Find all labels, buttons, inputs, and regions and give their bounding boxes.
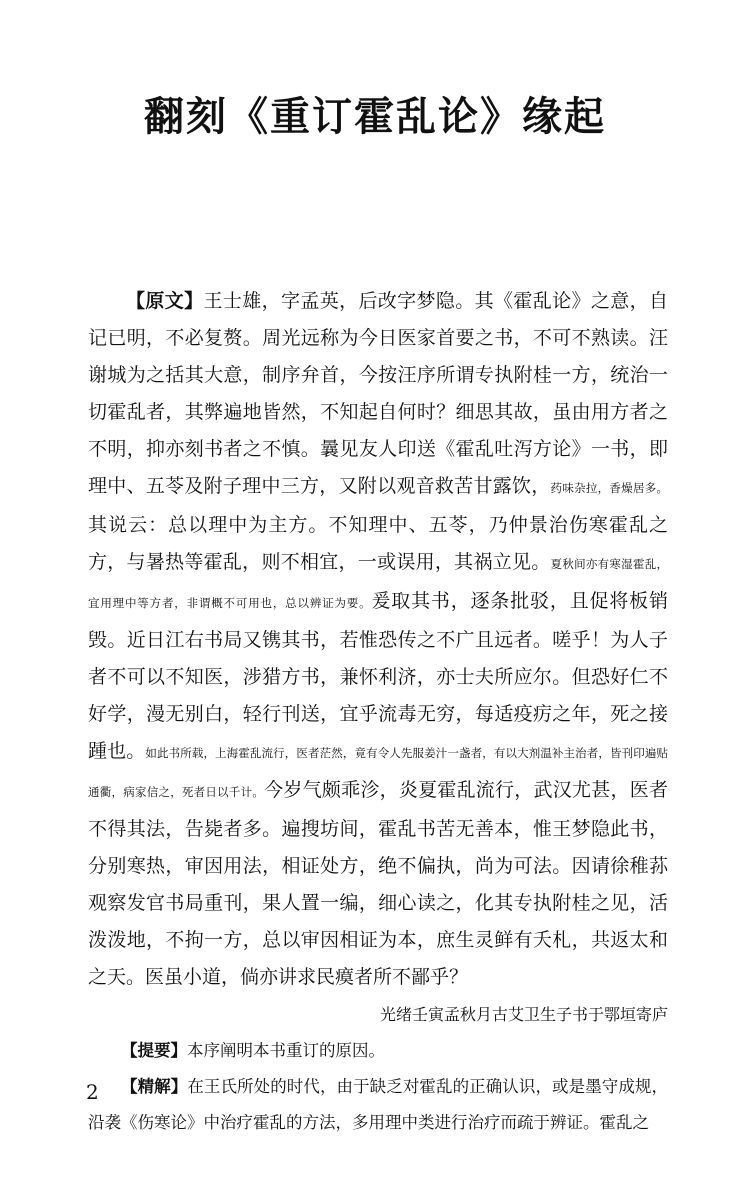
summary-label: 【提要】	[121, 1041, 187, 1060]
original-text-part-4: 今岁气颇乖沴，炎夏霍乱流行，武汉尤甚，医者不得其法，告毙者多。遍搜坊间，霍乱书苦无善本，惟王梦隐此书，分别寒热，审因用法，相证处方，绝不偏执，尚为可法。因请徐稚荪观察发官书局重刊，果人置一编，细心读之，化其专执附桂之见，活泼泼地，不拘一方，总以审因相证为本，庶生灵鲜有夭札，共返太和之天。医虽小道，倘亦讲求民瘼者所不鄙乎？	[88, 779, 668, 988]
original-text-part-2: 其说云：总以理中为主方。不知理中、五苓，乃仲景治伤寒霍乱之方，与暑热等霍乱，则不相宜，一或误用，其祸立见。	[88, 514, 668, 573]
annotation-2: 夏秋间亦有寒湿霍乱，宜用理中等方者，非谓概不可用也，总以辨证为要。	[88, 557, 668, 610]
summary-text: 本序阐明本书重订的原因。	[187, 1041, 385, 1060]
summary-paragraph	[88, 1033, 668, 1069]
page-title: 翻刻《重订霍乱论》缘起	[144, 93, 606, 140]
annotation-3: 如此书所载，上海霍乱流行，医者茫然，竟有令人先服姜汁一盏者，有以大剂温补主治者，皆刊印遍贴通衢，病家信之，死者日以千计。	[88, 746, 668, 799]
page-number: 2	[86, 1080, 99, 1104]
original-text-label: 【原文】	[126, 290, 204, 312]
annotation-1: 药味杂拉，香燥居多。	[550, 481, 668, 495]
analysis-paragraph	[88, 1069, 668, 1141]
original-text-part-1: 王士雄，字孟英，后改字梦隐。其《霍乱论》之意，自记已明，不必复赘。周光远称为今日医家首要之书，不可不熟读。汪谢城为之括其大意，制序弁首，今按汪序所谓专执附桂一方，统治一切霍乱者，其弊遍地皆然，不知起自何时？细思其故，虽由用方者之不明，抑亦刻书者之不慎。曩见友人印送《霍乱吐泻方论》一书，即理中、五苓及附子理中三方，又附以观音救苦甘露饮，	[88, 290, 668, 497]
original-text-paragraph	[88, 283, 668, 996]
main-text	[88, 283, 668, 1141]
analysis-text: 在王氏所处的时代，由于缺乏对霍乱的正确认识，或是墨守成规，沿袭《伤寒论》中治疗霍乱的方法，多用理中类进行治疗而疏于辨证。霍乱之	[88, 1077, 668, 1132]
original-text-part-3: 爰取其书，逐条批驳，且促将板销毁。近日江右书局又镌其书，若惟恐传之不广且远者。嗟乎！为人子者不可以不知医，涉猎方书，兼怀利济，亦士夫所应尔。但恐好仁不好学，漫无别白，轻行刊送，宜乎流毒无穷，每适疫疠之年，死之接踵也。	[88, 590, 668, 762]
analysis-label: 【精解】	[121, 1077, 188, 1096]
signature-line: 光绪壬寅孟秋月古艾卫生子书于鄂垣寄庐	[379, 1005, 668, 1024]
